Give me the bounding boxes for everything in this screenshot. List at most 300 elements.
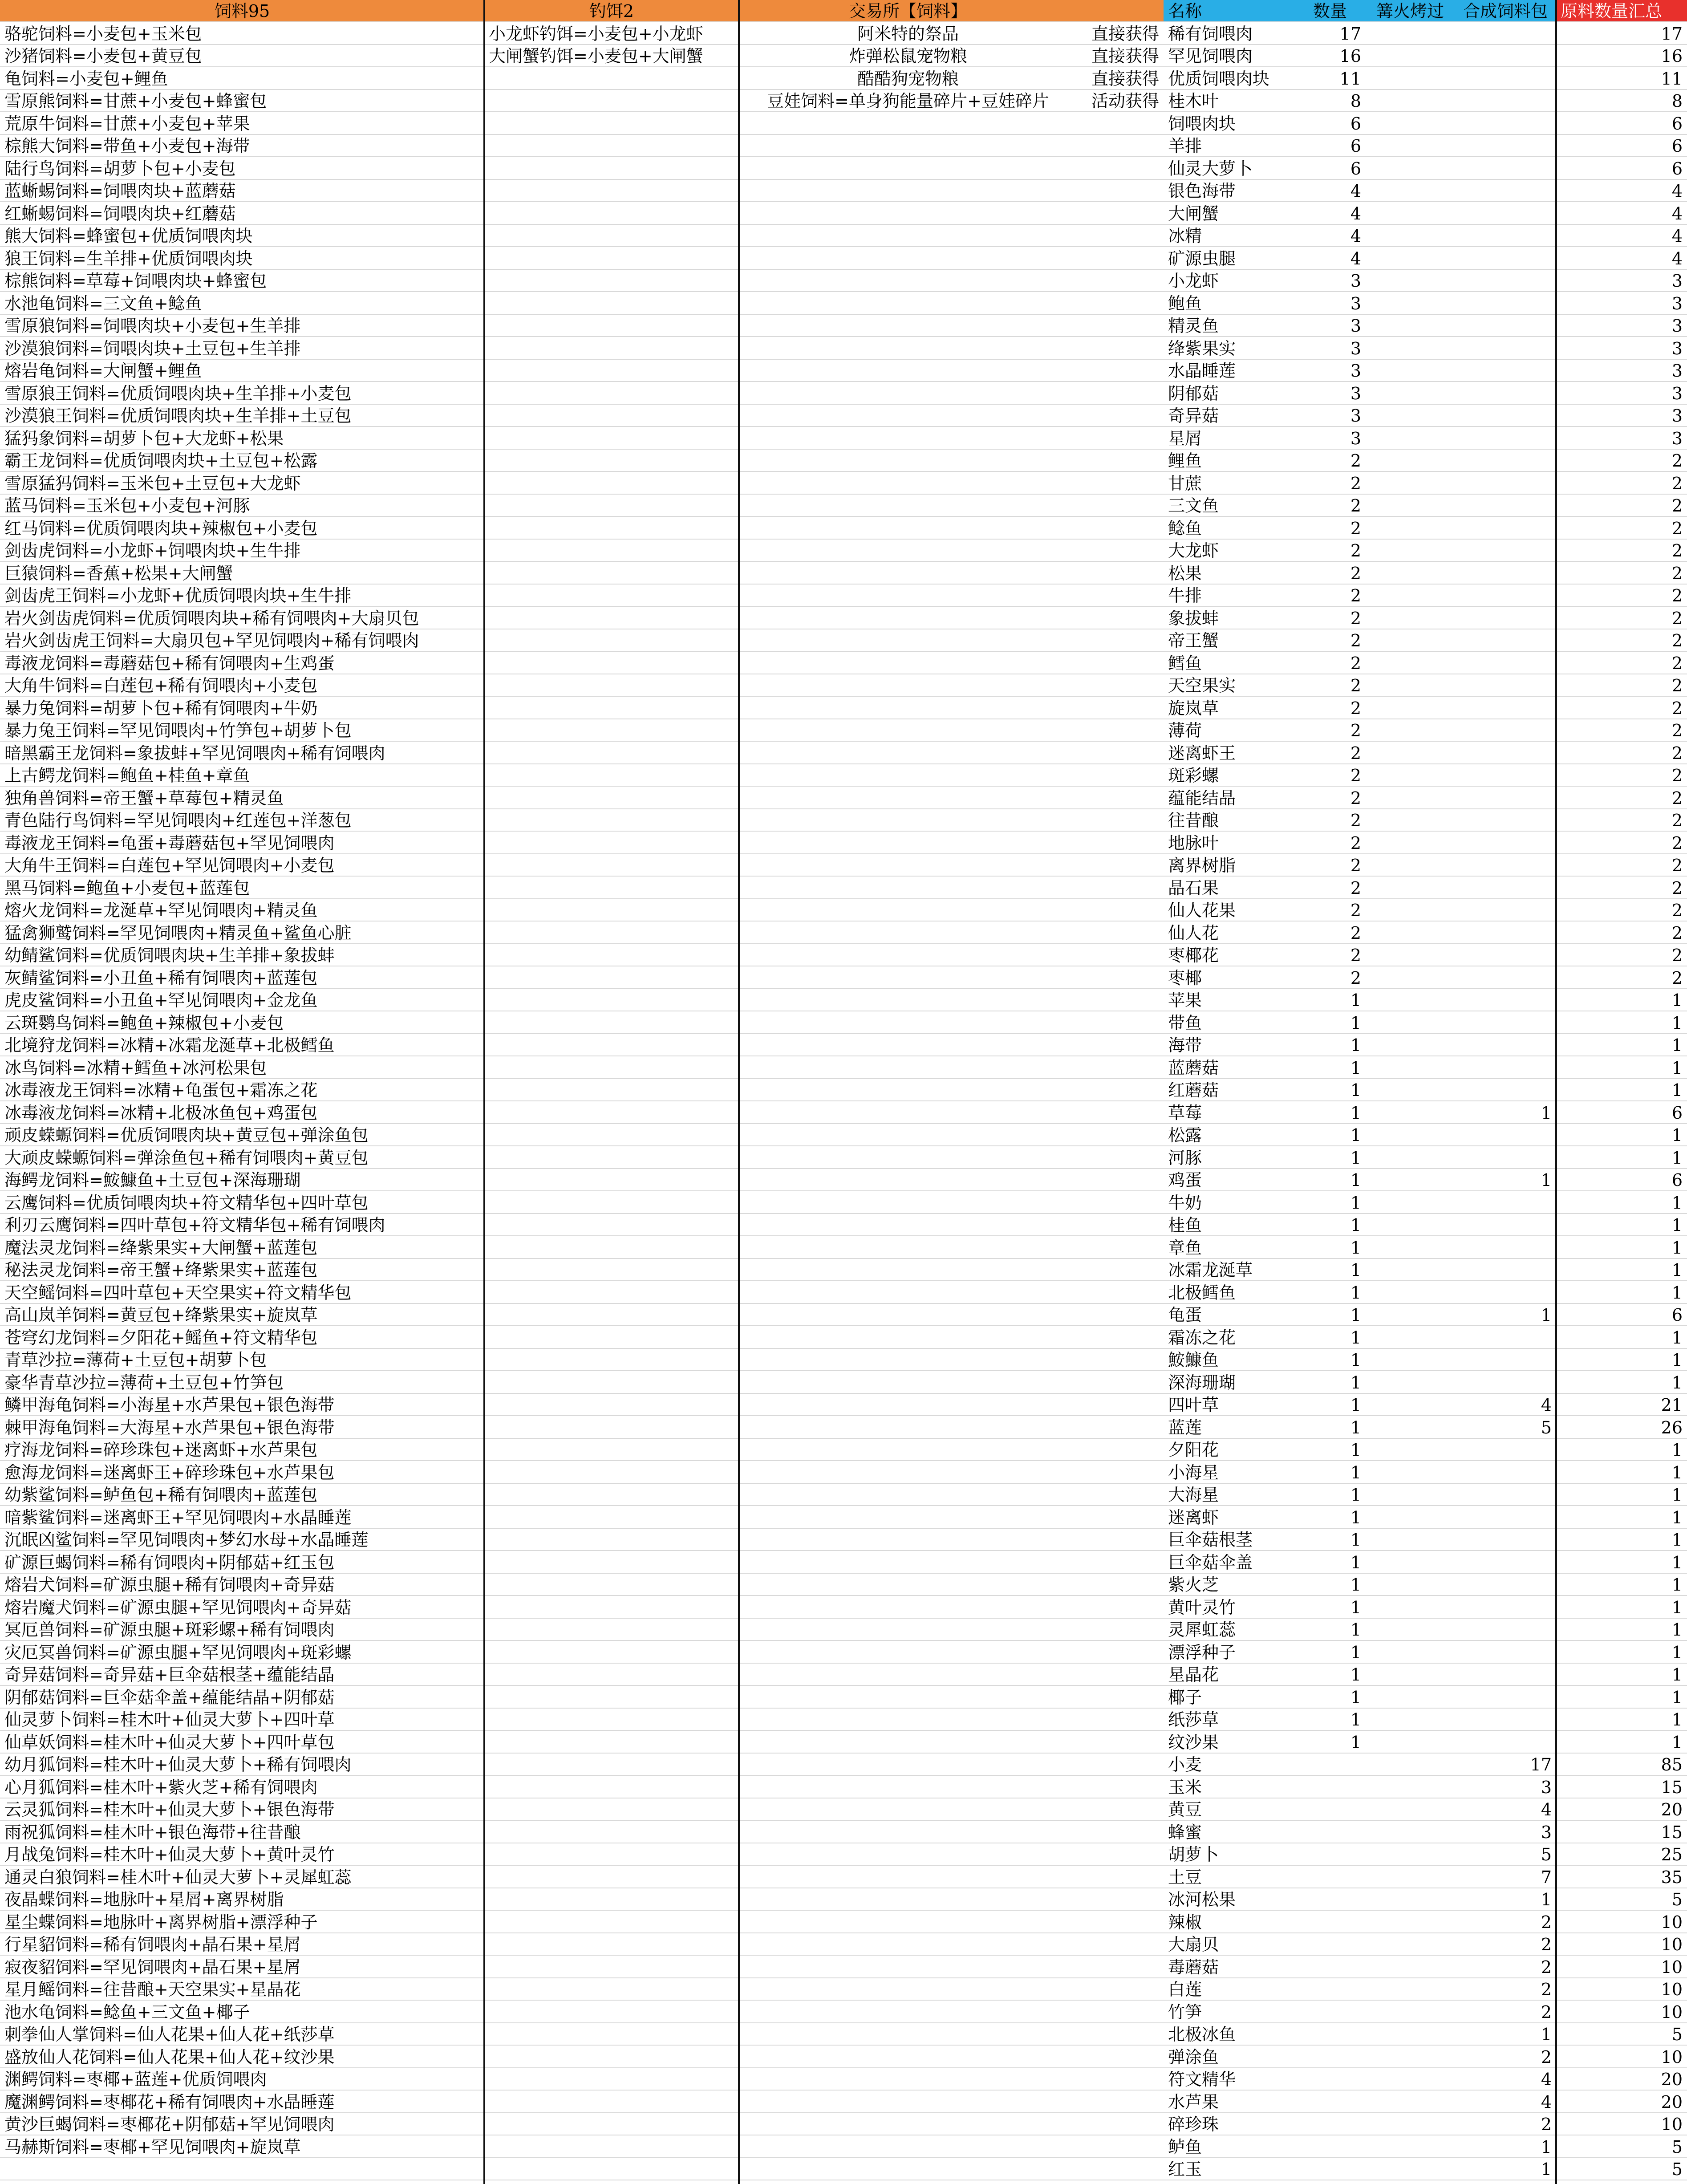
material-name-cell[interactable]: 桂鱼 bbox=[1164, 1214, 1294, 1236]
total-cell[interactable]: 1 bbox=[1556, 1372, 1687, 1394]
material-name-cell[interactable]: 霜冻之花 bbox=[1164, 1327, 1294, 1349]
obtain-method-cell[interactable] bbox=[1077, 1798, 1164, 1821]
quantity-cell[interactable]: 2 bbox=[1294, 629, 1366, 652]
bonfire-cell[interactable] bbox=[1366, 1034, 1455, 1056]
synthesis-cell[interactable]: 2 bbox=[1455, 2046, 1556, 2068]
bait-cell[interactable] bbox=[484, 315, 739, 337]
quantity-cell[interactable]: 6 bbox=[1294, 158, 1366, 180]
formula-cell[interactable]: 黑马饲料=鲍鱼+小麦包+蓝莲包 bbox=[0, 877, 484, 899]
total-cell[interactable]: 1 bbox=[1556, 1124, 1687, 1146]
total-cell[interactable]: 2 bbox=[1556, 944, 1687, 966]
bonfire-cell[interactable] bbox=[1366, 1776, 1455, 1798]
formula-cell[interactable]: 夜晶蝶饲料=地脉叶+星屑+离界树脂 bbox=[0, 1888, 484, 1911]
trade-cell[interactable] bbox=[739, 967, 1077, 989]
bait-cell[interactable] bbox=[484, 1506, 739, 1529]
obtain-method-cell[interactable] bbox=[1077, 1192, 1164, 1214]
bonfire-cell[interactable] bbox=[1366, 113, 1455, 135]
bait-cell[interactable] bbox=[484, 517, 739, 540]
bait-cell[interactable] bbox=[484, 248, 739, 270]
quantity-cell[interactable]: 11 bbox=[1294, 68, 1366, 90]
total-cell[interactable]: 1 bbox=[1556, 1012, 1687, 1034]
material-name-cell[interactable]: 鮟鱇鱼 bbox=[1164, 1349, 1294, 1371]
total-cell[interactable]: 2 bbox=[1556, 899, 1687, 922]
formula-cell[interactable]: 盛放仙人花饲料=仙人花果+仙人花+纹沙果 bbox=[0, 2046, 484, 2068]
quantity-cell[interactable]: 2 bbox=[1294, 899, 1366, 922]
material-name-cell[interactable]: 鲍鱼 bbox=[1164, 292, 1294, 315]
bait-cell[interactable] bbox=[484, 967, 739, 989]
formula-cell[interactable]: 棕熊饲料=草莓+饲喂肉块+蜂蜜包 bbox=[0, 270, 484, 292]
material-name-cell[interactable]: 迷离虾王 bbox=[1164, 742, 1294, 764]
bonfire-cell[interactable] bbox=[1366, 203, 1455, 225]
obtain-method-cell[interactable] bbox=[1077, 1933, 1164, 1956]
bonfire-cell[interactable] bbox=[1366, 1956, 1455, 1978]
bait-cell[interactable] bbox=[484, 382, 739, 405]
synthesis-cell[interactable] bbox=[1455, 697, 1556, 719]
obtain-method-cell[interactable]: 直接获得 bbox=[1077, 45, 1164, 67]
trade-cell[interactable] bbox=[739, 248, 1077, 270]
material-name-cell[interactable]: 罕见饲喂肉 bbox=[1164, 45, 1294, 67]
trade-cell[interactable] bbox=[739, 292, 1077, 315]
quantity-cell[interactable] bbox=[1294, 1956, 1366, 1978]
trade-cell[interactable] bbox=[739, 1619, 1077, 1641]
material-name-cell[interactable]: 仙人花果 bbox=[1164, 899, 1294, 922]
material-name-cell[interactable]: 往昔酿 bbox=[1164, 809, 1294, 832]
material-name-cell[interactable]: 黄豆 bbox=[1164, 1798, 1294, 1821]
trade-cell[interactable] bbox=[739, 1866, 1077, 1888]
formula-cell[interactable]: 幼紫鲨饲料=鲈鱼包+稀有饲喂肉+蓝莲包 bbox=[0, 1484, 484, 1506]
bait-cell[interactable] bbox=[484, 832, 739, 854]
bait-cell[interactable] bbox=[484, 292, 739, 315]
obtain-method-cell[interactable] bbox=[1077, 1417, 1164, 1439]
obtain-method-cell[interactable]: 直接获得 bbox=[1077, 23, 1164, 45]
header-trade-cell[interactable]: 交易所【饲料】 bbox=[739, 0, 1077, 22]
formula-cell[interactable]: 冥厄兽饲料=矿源虫腿+斑彩螺+稀有饲喂肉 bbox=[0, 1619, 484, 1641]
material-name-cell[interactable]: 鲤鱼 bbox=[1164, 450, 1294, 472]
total-cell[interactable]: 20 bbox=[1556, 2068, 1687, 2091]
total-cell[interactable]: 20 bbox=[1556, 1798, 1687, 1821]
bait-cell[interactable] bbox=[484, 1731, 739, 1754]
material-name-cell[interactable]: 夕阳花 bbox=[1164, 1439, 1294, 1461]
bonfire-cell[interactable] bbox=[1366, 1551, 1455, 1574]
quantity-cell[interactable]: 1 bbox=[1294, 989, 1366, 1011]
synthesis-cell[interactable] bbox=[1455, 1506, 1556, 1529]
material-name-cell[interactable]: 漂浮种子 bbox=[1164, 1641, 1294, 1664]
bait-cell[interactable] bbox=[484, 1529, 739, 1551]
formula-cell[interactable]: 熊大饲料=蜂蜜包+优质饲喂肉块 bbox=[0, 225, 484, 247]
material-name-cell[interactable]: 松露 bbox=[1164, 1124, 1294, 1146]
synthesis-cell[interactable]: 5 bbox=[1455, 1843, 1556, 1866]
synthesis-cell[interactable] bbox=[1455, 540, 1556, 562]
synthesis-cell[interactable] bbox=[1455, 45, 1556, 67]
trade-cell[interactable] bbox=[739, 2158, 1077, 2180]
obtain-method-cell[interactable] bbox=[1077, 2091, 1164, 2113]
obtain-method-cell[interactable] bbox=[1077, 899, 1164, 922]
obtain-method-cell[interactable] bbox=[1077, 517, 1164, 540]
trade-cell[interactable] bbox=[739, 787, 1077, 809]
total-cell[interactable]: 2 bbox=[1556, 719, 1687, 742]
bait-cell[interactable] bbox=[484, 1686, 739, 1709]
total-cell[interactable]: 1 bbox=[1556, 1641, 1687, 1664]
material-name-cell[interactable]: 灵犀虹蕊 bbox=[1164, 1619, 1294, 1641]
bonfire-cell[interactable] bbox=[1366, 697, 1455, 719]
trade-cell[interactable] bbox=[739, 629, 1077, 652]
bonfire-cell[interactable] bbox=[1366, 360, 1455, 382]
total-cell[interactable]: 2 bbox=[1556, 585, 1687, 607]
trade-cell[interactable] bbox=[739, 2068, 1077, 2091]
total-cell[interactable]: 1 bbox=[1556, 1709, 1687, 1731]
obtain-method-cell[interactable] bbox=[1077, 1866, 1164, 1888]
obtain-method-cell[interactable] bbox=[1077, 652, 1164, 674]
trade-cell[interactable] bbox=[739, 877, 1077, 899]
total-cell[interactable]: 2 bbox=[1556, 877, 1687, 899]
trade-cell[interactable] bbox=[739, 382, 1077, 405]
material-name-cell[interactable]: 薄荷 bbox=[1164, 719, 1294, 742]
synthesis-cell[interactable] bbox=[1455, 23, 1556, 45]
total-cell[interactable]: 1 bbox=[1556, 1731, 1687, 1754]
material-name-cell[interactable]: 玉米 bbox=[1164, 1776, 1294, 1798]
trade-cell[interactable] bbox=[739, 113, 1077, 135]
quantity-cell[interactable]: 1 bbox=[1294, 1259, 1366, 1281]
obtain-method-cell[interactable] bbox=[1077, 764, 1164, 787]
total-cell[interactable]: 5 bbox=[1556, 2158, 1687, 2180]
synthesis-cell[interactable] bbox=[1455, 1327, 1556, 1349]
bait-cell[interactable] bbox=[484, 764, 739, 787]
trade-cell[interactable] bbox=[739, 405, 1077, 427]
bait-cell[interactable] bbox=[484, 1754, 739, 1776]
bait-cell[interactable] bbox=[484, 787, 739, 809]
obtain-method-cell[interactable] bbox=[1077, 1282, 1164, 1304]
obtain-method-cell[interactable] bbox=[1077, 1911, 1164, 1933]
trade-cell[interactable] bbox=[739, 1529, 1077, 1551]
formula-cell[interactable]: 魔法灵龙饲料=绛紫果实+大闸蟹+蓝莲包 bbox=[0, 1237, 484, 1259]
formula-cell[interactable]: 毒液龙饲料=毒蘑菇包+稀有饲喂肉+生鸡蛋 bbox=[0, 652, 484, 674]
bonfire-cell[interactable] bbox=[1366, 674, 1455, 697]
bonfire-cell[interactable] bbox=[1366, 1686, 1455, 1709]
bonfire-cell[interactable] bbox=[1366, 899, 1455, 922]
bait-cell[interactable] bbox=[484, 2158, 739, 2180]
material-name-cell[interactable]: 龟蛋 bbox=[1164, 1304, 1294, 1326]
material-name-cell[interactable]: 阴郁菇 bbox=[1164, 382, 1294, 405]
obtain-method-cell[interactable] bbox=[1077, 719, 1164, 742]
bonfire-cell[interactable] bbox=[1366, 472, 1455, 495]
obtain-method-cell[interactable] bbox=[1077, 540, 1164, 562]
bait-cell[interactable] bbox=[484, 2113, 739, 2135]
total-cell[interactable]: 2 bbox=[1556, 629, 1687, 652]
total-cell[interactable]: 15 bbox=[1556, 1821, 1687, 1843]
material-name-cell[interactable]: 离界树脂 bbox=[1164, 854, 1294, 877]
material-name-cell[interactable]: 河豚 bbox=[1164, 1147, 1294, 1169]
formula-cell[interactable]: 龟饲料=小麦包+鲤鱼 bbox=[0, 68, 484, 90]
trade-cell[interactable] bbox=[739, 922, 1077, 944]
obtain-method-cell[interactable] bbox=[1077, 225, 1164, 247]
quantity-cell[interactable]: 2 bbox=[1294, 674, 1366, 697]
synthesis-cell[interactable]: 1 bbox=[1455, 2136, 1556, 2158]
synthesis-cell[interactable] bbox=[1455, 1282, 1556, 1304]
material-name-cell[interactable]: 海带 bbox=[1164, 1034, 1294, 1056]
synthesis-cell[interactable] bbox=[1455, 225, 1556, 247]
total-cell[interactable]: 35 bbox=[1556, 1866, 1687, 1888]
material-name-cell[interactable]: 三文鱼 bbox=[1164, 495, 1294, 517]
trade-cell[interactable] bbox=[739, 1372, 1077, 1394]
total-cell[interactable]: 3 bbox=[1556, 292, 1687, 315]
bonfire-cell[interactable] bbox=[1366, 1506, 1455, 1529]
material-name-cell[interactable]: 符文精华 bbox=[1164, 2068, 1294, 2091]
synthesis-cell[interactable] bbox=[1455, 1461, 1556, 1484]
total-cell[interactable]: 1 bbox=[1556, 1461, 1687, 1484]
total-cell[interactable]: 5 bbox=[1556, 2023, 1687, 2046]
formula-cell[interactable]: 红蜥蜴饲料=饲喂肉块+红蘑菇 bbox=[0, 203, 484, 225]
bait-cell[interactable] bbox=[484, 270, 739, 292]
obtain-method-cell[interactable] bbox=[1077, 607, 1164, 629]
synthesis-cell[interactable] bbox=[1455, 1484, 1556, 1506]
bait-cell[interactable] bbox=[484, 1304, 739, 1326]
bonfire-cell[interactable] bbox=[1366, 517, 1455, 540]
bonfire-cell[interactable] bbox=[1366, 1664, 1455, 1686]
bonfire-cell[interactable] bbox=[1366, 90, 1455, 112]
bait-cell[interactable] bbox=[484, 1551, 739, 1574]
total-cell[interactable]: 2 bbox=[1556, 832, 1687, 854]
total-cell[interactable]: 85 bbox=[1556, 1754, 1687, 1776]
bonfire-cell[interactable] bbox=[1366, 427, 1455, 450]
bait-cell[interactable] bbox=[484, 989, 739, 1011]
formula-cell[interactable]: 蓝马饲料=玉米包+小麦包+河豚 bbox=[0, 495, 484, 517]
synthesis-cell[interactable]: 1 bbox=[1455, 1888, 1556, 1911]
quantity-cell[interactable] bbox=[1294, 1776, 1366, 1798]
formula-cell[interactable]: 大角牛饲料=白莲包+稀有饲喂肉+小麦包 bbox=[0, 674, 484, 697]
total-cell[interactable]: 2 bbox=[1556, 540, 1687, 562]
material-name-cell[interactable]: 冰精 bbox=[1164, 225, 1294, 247]
bait-cell[interactable] bbox=[484, 113, 739, 135]
formula-cell[interactable]: 熔岩魔犬饲料=矿源虫腿+罕见饲喂肉+奇异菇 bbox=[0, 1596, 484, 1619]
synthesis-cell[interactable] bbox=[1455, 1439, 1556, 1461]
total-cell[interactable]: 2 bbox=[1556, 472, 1687, 495]
bonfire-cell[interactable] bbox=[1366, 225, 1455, 247]
bait-cell[interactable] bbox=[484, 585, 739, 607]
synthesis-cell[interactable] bbox=[1455, 674, 1556, 697]
total-cell[interactable]: 1 bbox=[1556, 1484, 1687, 1506]
bonfire-cell[interactable] bbox=[1366, 922, 1455, 944]
formula-cell[interactable]: 猛禽狮鹫饲料=罕见饲喂肉+精灵鱼+鲨鱼心脏 bbox=[0, 922, 484, 944]
bonfire-cell[interactable] bbox=[1366, 292, 1455, 315]
trade-cell[interactable] bbox=[739, 1506, 1077, 1529]
bait-cell[interactable] bbox=[484, 1034, 739, 1056]
quantity-cell[interactable]: 2 bbox=[1294, 697, 1366, 719]
trade-cell[interactable] bbox=[739, 1911, 1077, 1933]
material-name-cell[interactable]: 辣椒 bbox=[1164, 1911, 1294, 1933]
material-name-cell[interactable]: 巨伞菇伞盖 bbox=[1164, 1551, 1294, 1574]
formula-cell[interactable]: 沙漠狼饲料=饲喂肉块+土豆包+生羊排 bbox=[0, 337, 484, 360]
synthesis-cell[interactable]: 2 bbox=[1455, 2001, 1556, 2023]
formula-cell[interactable]: 上古鳄龙饲料=鲍鱼+桂鱼+章鱼 bbox=[0, 764, 484, 787]
obtain-method-cell[interactable] bbox=[1077, 1843, 1164, 1866]
quantity-cell[interactable]: 2 bbox=[1294, 809, 1366, 832]
formula-cell[interactable]: 蓝蜥蜴饲料=饲喂肉块+蓝蘑菇 bbox=[0, 180, 484, 202]
total-cell[interactable]: 1 bbox=[1556, 1147, 1687, 1169]
quantity-cell[interactable]: 1 bbox=[1294, 1731, 1366, 1754]
material-name-cell[interactable]: 绛紫果实 bbox=[1164, 337, 1294, 360]
total-cell[interactable]: 2 bbox=[1556, 967, 1687, 989]
bait-cell[interactable] bbox=[484, 944, 739, 966]
material-name-cell[interactable]: 竹笋 bbox=[1164, 2001, 1294, 2023]
bonfire-cell[interactable] bbox=[1366, 1461, 1455, 1484]
bonfire-cell[interactable] bbox=[1366, 270, 1455, 292]
formula-cell[interactable]: 剑齿虎饲料=小龙虾+饲喂肉块+生牛排 bbox=[0, 540, 484, 562]
material-name-cell[interactable]: 小海星 bbox=[1164, 1461, 1294, 1484]
bonfire-cell[interactable] bbox=[1366, 1439, 1455, 1461]
obtain-method-cell[interactable] bbox=[1077, 1956, 1164, 1978]
obtain-method-cell[interactable] bbox=[1077, 562, 1164, 585]
material-name-cell[interactable]: 蓝蘑菇 bbox=[1164, 1057, 1294, 1079]
obtain-method-cell[interactable] bbox=[1077, 1776, 1164, 1798]
total-cell[interactable]: 1 bbox=[1556, 1079, 1687, 1101]
bonfire-cell[interactable] bbox=[1366, 1237, 1455, 1259]
obtain-method-cell[interactable] bbox=[1077, 1102, 1164, 1124]
bait-cell[interactable] bbox=[484, 337, 739, 360]
obtain-method-cell[interactable] bbox=[1077, 1439, 1164, 1461]
bait-cell[interactable] bbox=[484, 1664, 739, 1686]
bonfire-cell[interactable] bbox=[1366, 1574, 1455, 1596]
obtain-method-cell[interactable] bbox=[1077, 854, 1164, 877]
synthesis-cell[interactable] bbox=[1455, 248, 1556, 270]
bonfire-cell[interactable] bbox=[1366, 2001, 1455, 2023]
synthesis-cell[interactable] bbox=[1455, 1574, 1556, 1596]
quantity-cell[interactable]: 2 bbox=[1294, 540, 1366, 562]
trade-cell[interactable] bbox=[739, 742, 1077, 764]
obtain-method-cell[interactable] bbox=[1077, 1574, 1164, 1596]
obtain-method-cell[interactable] bbox=[1077, 360, 1164, 382]
obtain-method-cell[interactable] bbox=[1077, 1057, 1164, 1079]
trade-cell[interactable] bbox=[739, 832, 1077, 854]
material-name-cell[interactable]: 巨伞菇根茎 bbox=[1164, 1529, 1294, 1551]
bonfire-cell[interactable] bbox=[1366, 1282, 1455, 1304]
obtain-method-cell[interactable] bbox=[1077, 1641, 1164, 1664]
quantity-cell[interactable] bbox=[1294, 2158, 1366, 2180]
formula-cell[interactable]: 猛犸象饲料=胡萝卜包+大龙虾+松果 bbox=[0, 427, 484, 450]
trade-cell[interactable] bbox=[739, 2023, 1077, 2046]
material-name-cell[interactable]: 鲈鱼 bbox=[1164, 2136, 1294, 2158]
bonfire-cell[interactable] bbox=[1366, 764, 1455, 787]
bonfire-cell[interactable] bbox=[1366, 2046, 1455, 2068]
material-name-cell[interactable]: 红玉 bbox=[1164, 2158, 1294, 2180]
bonfire-cell[interactable] bbox=[1366, 809, 1455, 832]
material-name-cell[interactable]: 枣椰花 bbox=[1164, 944, 1294, 966]
obtain-method-cell[interactable] bbox=[1077, 337, 1164, 360]
obtain-method-cell[interactable] bbox=[1077, 742, 1164, 764]
obtain-method-cell[interactable] bbox=[1077, 2046, 1164, 2068]
formula-cell[interactable]: 沙漠狼王饲料=优质饲喂肉块+生羊排+土豆包 bbox=[0, 405, 484, 427]
bonfire-cell[interactable] bbox=[1366, 405, 1455, 427]
synthesis-cell[interactable] bbox=[1455, 944, 1556, 966]
trade-cell[interactable] bbox=[739, 2091, 1077, 2113]
obtain-method-cell[interactable] bbox=[1077, 495, 1164, 517]
obtain-method-cell[interactable]: 活动获得 bbox=[1077, 90, 1164, 112]
material-name-cell[interactable]: 羊排 bbox=[1164, 135, 1294, 157]
trade-cell[interactable]: 阿米特的祭品 bbox=[739, 23, 1077, 45]
formula-cell[interactable]: 雪原猛犸饲料=玉米包+土豆包+大龙虾 bbox=[0, 472, 484, 495]
bonfire-cell[interactable] bbox=[1366, 2068, 1455, 2091]
obtain-method-cell[interactable] bbox=[1077, 450, 1164, 472]
bait-cell[interactable] bbox=[484, 1709, 739, 1731]
obtain-method-cell[interactable] bbox=[1077, 2158, 1164, 2180]
total-cell[interactable]: 3 bbox=[1556, 360, 1687, 382]
bonfire-cell[interactable] bbox=[1366, 315, 1455, 337]
bonfire-cell[interactable] bbox=[1366, 1079, 1455, 1101]
synthesis-cell[interactable] bbox=[1455, 203, 1556, 225]
bonfire-cell[interactable] bbox=[1366, 1529, 1455, 1551]
formula-cell[interactable]: 雨祝狐饲料=桂木叶+银色海带+往昔酿 bbox=[0, 1821, 484, 1843]
material-name-cell[interactable]: 精灵鱼 bbox=[1164, 315, 1294, 337]
obtain-method-cell[interactable] bbox=[1077, 1079, 1164, 1101]
formula-cell[interactable]: 冰毒液龙王饲料=冰精+龟蛋包+霜冻之花 bbox=[0, 1079, 484, 1101]
total-cell[interactable]: 6 bbox=[1556, 1169, 1687, 1191]
material-name-cell[interactable]: 饲喂肉块 bbox=[1164, 113, 1294, 135]
quantity-cell[interactable]: 3 bbox=[1294, 292, 1366, 315]
synthesis-cell[interactable] bbox=[1455, 1619, 1556, 1641]
synthesis-cell[interactable] bbox=[1455, 1529, 1556, 1551]
bonfire-cell[interactable] bbox=[1366, 337, 1455, 360]
formula-cell[interactable]: 冰鸟饲料=冰精+鳕鱼+冰河松果包 bbox=[0, 1057, 484, 1079]
material-name-cell[interactable]: 带鱼 bbox=[1164, 1012, 1294, 1034]
obtain-method-cell[interactable] bbox=[1077, 382, 1164, 405]
formula-cell[interactable]: 秘法灵龙饲料=帝王蟹+绛紫果实+蓝莲包 bbox=[0, 1259, 484, 1281]
bait-cell[interactable] bbox=[484, 1956, 739, 1978]
total-cell[interactable]: 3 bbox=[1556, 270, 1687, 292]
quantity-cell[interactable] bbox=[1294, 2136, 1366, 2158]
bait-cell[interactable]: 大闸蟹钓饵=小麦包+大闸蟹 bbox=[484, 45, 739, 67]
trade-cell[interactable] bbox=[739, 1731, 1077, 1754]
quantity-cell[interactable]: 1 bbox=[1294, 1596, 1366, 1619]
obtain-method-cell[interactable] bbox=[1077, 2068, 1164, 2091]
bonfire-cell[interactable] bbox=[1366, 1394, 1455, 1416]
trade-cell[interactable] bbox=[739, 585, 1077, 607]
quantity-cell[interactable]: 4 bbox=[1294, 225, 1366, 247]
trade-cell[interactable] bbox=[739, 135, 1077, 157]
total-cell[interactable]: 16 bbox=[1556, 45, 1687, 67]
trade-cell[interactable] bbox=[739, 697, 1077, 719]
total-cell[interactable]: 2 bbox=[1556, 697, 1687, 719]
bonfire-cell[interactable] bbox=[1366, 540, 1455, 562]
trade-cell[interactable] bbox=[739, 1034, 1077, 1056]
bonfire-cell[interactable] bbox=[1366, 1978, 1455, 2001]
total-cell[interactable]: 4 bbox=[1556, 203, 1687, 225]
obtain-method-cell[interactable] bbox=[1077, 1754, 1164, 1776]
bait-cell[interactable] bbox=[484, 562, 739, 585]
synthesis-cell[interactable] bbox=[1455, 1664, 1556, 1686]
quantity-cell[interactable]: 1 bbox=[1294, 1169, 1366, 1191]
material-name-cell[interactable]: 弹涂鱼 bbox=[1164, 2046, 1294, 2068]
trade-cell[interactable] bbox=[739, 1574, 1077, 1596]
material-name-cell[interactable]: 北极冰鱼 bbox=[1164, 2023, 1294, 2046]
trade-cell[interactable] bbox=[739, 1978, 1077, 2001]
quantity-cell[interactable]: 3 bbox=[1294, 270, 1366, 292]
bonfire-cell[interactable] bbox=[1366, 2023, 1455, 2046]
formula-cell[interactable]: 暴力兔饲料=胡萝卜包+稀有饲喂肉+牛奶 bbox=[0, 697, 484, 719]
material-name-cell[interactable]: 天空果实 bbox=[1164, 674, 1294, 697]
material-name-cell[interactable]: 星晶花 bbox=[1164, 1664, 1294, 1686]
quantity-cell[interactable]: 1 bbox=[1294, 1327, 1366, 1349]
bait-cell[interactable] bbox=[484, 2091, 739, 2113]
bonfire-cell[interactable] bbox=[1366, 967, 1455, 989]
material-name-cell[interactable]: 水芦果 bbox=[1164, 2091, 1294, 2113]
quantity-cell[interactable]: 1 bbox=[1294, 1102, 1366, 1124]
bait-cell[interactable] bbox=[484, 472, 739, 495]
bonfire-cell[interactable] bbox=[1366, 135, 1455, 157]
bait-cell[interactable] bbox=[484, 225, 739, 247]
bonfire-cell[interactable] bbox=[1366, 180, 1455, 202]
material-name-cell[interactable]: 晶石果 bbox=[1164, 877, 1294, 899]
trade-cell[interactable] bbox=[739, 270, 1077, 292]
quantity-cell[interactable]: 2 bbox=[1294, 832, 1366, 854]
